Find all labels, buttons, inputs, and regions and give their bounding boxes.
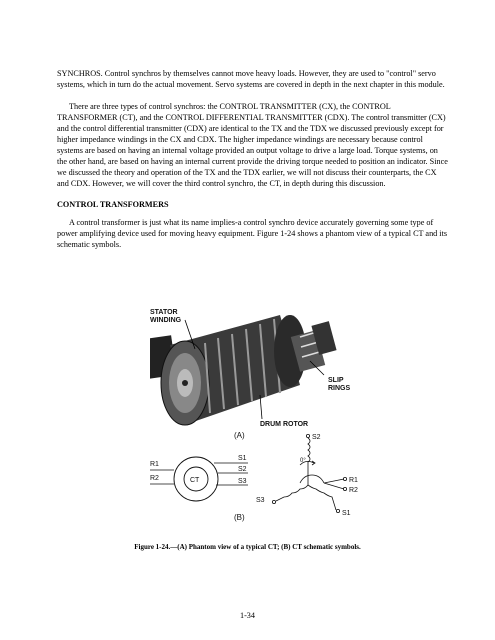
part-b-label: (B) bbox=[234, 513, 245, 522]
figure-caption: Figure 1-24.—(A) Phantom view of a typical CT; (B) CT schematic symbols. bbox=[134, 543, 361, 551]
drum-rotor-label: DRUM ROTOR bbox=[260, 421, 309, 428]
phantom-view-illustration bbox=[150, 315, 337, 425]
part-a-label: (A) bbox=[234, 431, 245, 440]
section-heading: CONTROL TRANSFORMERS bbox=[57, 200, 169, 209]
stator-label: STATOR bbox=[150, 309, 178, 316]
r2-label-right: R2 bbox=[349, 487, 358, 494]
ct-figure bbox=[150, 305, 360, 527]
s3-label-left: S3 bbox=[238, 478, 247, 485]
winding-label: WINDING bbox=[150, 317, 182, 324]
paragraph-control-synchro-types: There are three types of control synchros: the CONTROL TRANSMITTER (CX), the CONTROL TRANSFORMER (CT), and the CONTROL DIFFERENTIAL TRANSMITTER (CDX). The control transmitter (CX) and the control differential transmitter (CDX) are identical to the TX and the TDX we discussed previously except for higher impedance windings in the CX and CDX. The higher impedance windings are necessary because control systems are based on having an internal voltage provided an output voltage to drive a large load. Torque systems, on the other hand, are based on having an internal current provide the driving torque needed to position an indicator. Since we discussed the theory and operation of the TX and the TDX earlier, we will not discuss their counterparts, the CX and CDX. However, we will cover the third control synchro, the CT, in depth during this discussion. bbox=[57, 102, 448, 188]
paragraph-control-transformer: A control transformer is just what its name implies-a control synchro device accurately governing some type of power amplifying device used for moving heavy equipment. Figure 1-24 shows a phantom view of a typical CT and its schematic symbols. bbox=[57, 218, 448, 249]
zero-degree-label: 0° bbox=[300, 458, 306, 464]
s3-label-right: S3 bbox=[256, 497, 265, 504]
r1-label-right: R1 bbox=[349, 477, 358, 484]
s1-label-left: S1 bbox=[238, 455, 247, 462]
rings-label: RINGS bbox=[328, 385, 351, 392]
slip-label: SLIP bbox=[328, 377, 344, 384]
r2-label-left: R2 bbox=[150, 475, 159, 482]
s2-label-right: S2 bbox=[312, 434, 321, 441]
ct-winding-schematic bbox=[272, 434, 346, 512]
paragraph-synchros: SYNCHROS. Control synchros by themselves cannot move heavy loads. However, they are used to "control" servo systems, which in turn do the actual movement. Servo systems are covered in depth in the next chapter in this module. bbox=[57, 69, 445, 89]
r1-label-left: R1 bbox=[150, 461, 159, 468]
ct-label: CT bbox=[190, 477, 200, 484]
page-number: 1-34 bbox=[239, 611, 255, 620]
s2-label-left: S2 bbox=[238, 466, 247, 473]
s1-label-right: S1 bbox=[342, 510, 351, 517]
